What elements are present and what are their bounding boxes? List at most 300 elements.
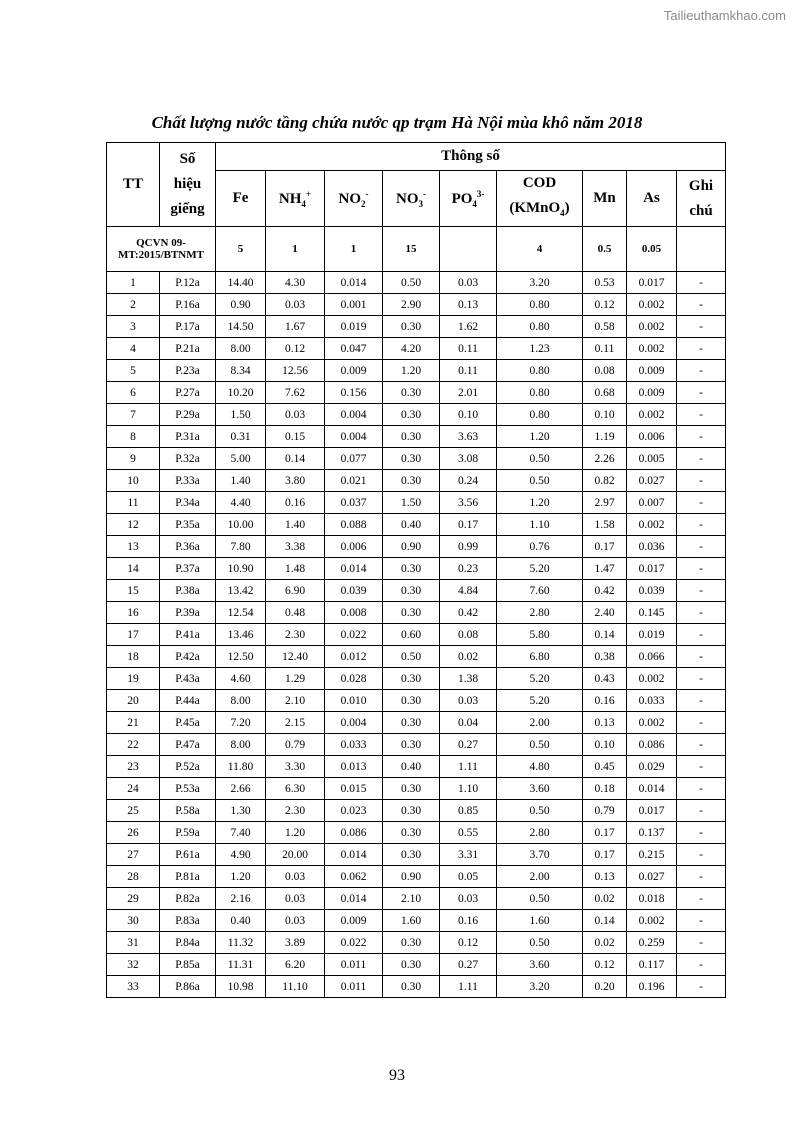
cell-note: - [677, 338, 726, 360]
cell-cod: 3.20 [497, 976, 583, 998]
cell-mn: 0.18 [583, 778, 627, 800]
cell-tt: 24 [107, 778, 160, 800]
cell-tt: 16 [107, 602, 160, 624]
cell-tt: 10 [107, 470, 160, 492]
cell-well-id: P.81a [160, 866, 216, 888]
cell-nh4: 0.15 [266, 426, 325, 448]
cell-tt: 18 [107, 646, 160, 668]
cell-cod: 2.80 [497, 822, 583, 844]
cell-po4: 0.85 [440, 800, 497, 822]
cell-as: 0.002 [627, 316, 677, 338]
cell-mn: 1.19 [583, 426, 627, 448]
standard-label-line1: QCVN 09- [136, 237, 186, 249]
cell-tt: 30 [107, 910, 160, 932]
cell-no2: 0.011 [325, 954, 383, 976]
cell-as: 0.002 [627, 668, 677, 690]
cell-no3: 0.30 [383, 778, 440, 800]
cell-cod: 4.80 [497, 756, 583, 778]
cell-well-id: P.35a [160, 514, 216, 536]
cell-no2: 0.008 [325, 602, 383, 624]
cell-no2: 0.009 [325, 910, 383, 932]
cell-tt: 5 [107, 360, 160, 382]
cell-note: - [677, 514, 726, 536]
cell-nh4: 1.20 [266, 822, 325, 844]
table-row [107, 976, 726, 998]
cell-well-id: P.43a [160, 668, 216, 690]
cell-mn: 0.42 [583, 580, 627, 602]
cell-well-id: P.45a [160, 712, 216, 734]
cell-po4: 0.04 [440, 712, 497, 734]
standard-note [677, 227, 726, 272]
cell-note: - [677, 822, 726, 844]
header-no3-sub: 3 [418, 198, 423, 209]
cell-cod: 3.60 [497, 778, 583, 800]
cell-po4: 3.56 [440, 492, 497, 514]
cell-tt: 26 [107, 822, 160, 844]
cell-mn: 2.97 [583, 492, 627, 514]
cell-cod: 1.60 [497, 910, 583, 932]
cell-cod: 0.50 [497, 932, 583, 954]
table-row [107, 778, 726, 800]
cell-tt: 17 [107, 624, 160, 646]
cell-no3: 0.50 [383, 272, 440, 294]
cell-mn: 0.79 [583, 800, 627, 822]
header-cod-line1: COD [522, 175, 557, 191]
cell-mn: 0.12 [583, 294, 627, 316]
cell-tt: 29 [107, 888, 160, 910]
cell-po4: 0.23 [440, 558, 497, 580]
cell-no3: 0.30 [383, 954, 440, 976]
cell-fe: 7.20 [216, 712, 266, 734]
cell-cod: 0.50 [497, 470, 583, 492]
cell-no3: 1.20 [383, 360, 440, 382]
cell-no3: 0.30 [383, 426, 440, 448]
cell-note: - [677, 602, 726, 624]
watermark: Tailieuthamkhao.com [663, 8, 786, 23]
cell-mn: 0.13 [583, 712, 627, 734]
cell-cod: 2.80 [497, 602, 583, 624]
cell-mn: 0.10 [583, 734, 627, 756]
cell-note: - [677, 646, 726, 668]
cell-mn: 2.40 [583, 602, 627, 624]
cell-fe: 4.60 [216, 668, 266, 690]
cell-nh4: 4.30 [266, 272, 325, 294]
cell-po4: 0.12 [440, 932, 497, 954]
header-ghi-chu [677, 171, 726, 227]
cell-po4: 2.01 [440, 382, 497, 404]
cell-no3: 2.90 [383, 294, 440, 316]
cell-po4: 0.03 [440, 690, 497, 712]
cell-note: - [677, 470, 726, 492]
header-no2 [325, 171, 383, 227]
cell-nh4: 0.79 [266, 734, 325, 756]
cell-mn: 0.10 [583, 404, 627, 426]
cell-note: - [677, 888, 726, 910]
cell-nh4: 11.10 [266, 976, 325, 998]
cell-no3: 0.30 [383, 712, 440, 734]
cell-as: 0.196 [627, 976, 677, 998]
cell-nh4: 7.62 [266, 382, 325, 404]
header-thong-so: Thông số [216, 143, 726, 171]
cell-cod: 0.50 [497, 448, 583, 470]
cell-nh4: 0.03 [266, 866, 325, 888]
cell-mn: 0.20 [583, 976, 627, 998]
cell-nh4: 0.03 [266, 404, 325, 426]
cell-as: 0.009 [627, 360, 677, 382]
cell-as: 0.017 [627, 558, 677, 580]
table-row [107, 382, 726, 404]
cell-tt: 19 [107, 668, 160, 690]
cell-well-id: P.41a [160, 624, 216, 646]
cell-note: - [677, 580, 726, 602]
header-so-hieu-gieng [160, 143, 216, 227]
cell-as: 0.036 [627, 536, 677, 558]
cell-as: 0.029 [627, 756, 677, 778]
cell-nh4: 3.89 [266, 932, 325, 954]
cell-nh4: 1.29 [266, 668, 325, 690]
cell-well-id: P.82a [160, 888, 216, 910]
cell-cod: 0.50 [497, 888, 583, 910]
cell-no3: 4.20 [383, 338, 440, 360]
cell-no2: 0.011 [325, 976, 383, 998]
cell-fe: 12.50 [216, 646, 266, 668]
cell-nh4: 0.12 [266, 338, 325, 360]
cell-mn: 2.26 [583, 448, 627, 470]
cell-mn: 0.12 [583, 954, 627, 976]
cell-well-id: P.53a [160, 778, 216, 800]
cell-mn: 0.45 [583, 756, 627, 778]
cell-fe: 8.00 [216, 338, 266, 360]
cell-no2: 0.088 [325, 514, 383, 536]
cell-as: 0.066 [627, 646, 677, 668]
cell-tt: 14 [107, 558, 160, 580]
cell-cod: 0.80 [497, 360, 583, 382]
table-row [107, 514, 726, 536]
header-no2-sub: 2 [361, 198, 366, 209]
cell-note: - [677, 316, 726, 338]
table-row [107, 756, 726, 778]
cell-fe: 11.80 [216, 756, 266, 778]
header-cod-line2-a: (KMnO [509, 200, 561, 216]
cell-no2: 0.006 [325, 536, 383, 558]
cell-nh4: 0.14 [266, 448, 325, 470]
cell-cod: 1.20 [497, 426, 583, 448]
cell-cod: 3.20 [497, 272, 583, 294]
cell-note: - [677, 382, 726, 404]
header-so-hieu-line2: hiệu [173, 176, 202, 192]
cell-note: - [677, 690, 726, 712]
cell-well-id: P.44a [160, 690, 216, 712]
header-so-hieu-line1: Số [179, 151, 196, 167]
cell-tt: 12 [107, 514, 160, 536]
cell-no3: 2.10 [383, 888, 440, 910]
cell-note: - [677, 712, 726, 734]
cell-nh4: 0.16 [266, 492, 325, 514]
cell-note: - [677, 756, 726, 778]
standard-no3: 15 [383, 227, 440, 272]
cell-cod: 0.80 [497, 294, 583, 316]
table-row [107, 624, 726, 646]
table-row [107, 580, 726, 602]
cell-po4: 4.84 [440, 580, 497, 602]
table-row [107, 536, 726, 558]
cell-no3: 0.50 [383, 646, 440, 668]
cell-note: - [677, 448, 726, 470]
table-row [107, 316, 726, 338]
cell-no3: 1.50 [383, 492, 440, 514]
cell-well-id: P.59a [160, 822, 216, 844]
cell-tt: 13 [107, 536, 160, 558]
header-cod [497, 171, 583, 227]
cell-no2: 0.009 [325, 360, 383, 382]
header-so-hieu-line3: giếng [170, 201, 205, 217]
cell-fe: 7.80 [216, 536, 266, 558]
cell-note: - [677, 624, 726, 646]
cell-po4: 0.05 [440, 866, 497, 888]
cell-nh4: 1.67 [266, 316, 325, 338]
header-nh4-base: NH [278, 190, 302, 207]
cell-note: - [677, 778, 726, 800]
cell-no2: 0.156 [325, 382, 383, 404]
header-po4-sub: 4 [472, 198, 477, 209]
cell-no2: 0.022 [325, 624, 383, 646]
cell-cod: 1.23 [497, 338, 583, 360]
cell-cod: 5.20 [497, 668, 583, 690]
cell-well-id: P.21a [160, 338, 216, 360]
table-row [107, 954, 726, 976]
cell-mn: 0.02 [583, 888, 627, 910]
cell-mn: 0.38 [583, 646, 627, 668]
standard-no2: 1 [325, 227, 383, 272]
cell-well-id: P.36a [160, 536, 216, 558]
cell-mn: 0.16 [583, 690, 627, 712]
cell-as: 0.033 [627, 690, 677, 712]
standard-mn: 0.5 [583, 227, 627, 272]
cell-as: 0.145 [627, 602, 677, 624]
cell-mn: 0.08 [583, 360, 627, 382]
table-row [107, 602, 726, 624]
header-po4 [440, 171, 497, 227]
cell-note: - [677, 844, 726, 866]
table-row [107, 470, 726, 492]
cell-no3: 0.30 [383, 602, 440, 624]
header-as: As [627, 171, 677, 227]
cell-fe: 0.31 [216, 426, 266, 448]
cell-fe: 2.66 [216, 778, 266, 800]
header-cod-line2 [497, 196, 582, 226]
cell-cod: 0.80 [497, 382, 583, 404]
cell-no3: 0.30 [383, 822, 440, 844]
cell-no2: 0.022 [325, 932, 383, 954]
cell-nh4: 3.30 [266, 756, 325, 778]
cell-no2: 0.014 [325, 888, 383, 910]
header-tt: TT [107, 143, 160, 227]
cell-po4: 3.63 [440, 426, 497, 448]
cell-fe: 7.40 [216, 822, 266, 844]
table-row [107, 844, 726, 866]
cell-no3: 0.30 [383, 734, 440, 756]
cell-po4: 0.03 [440, 888, 497, 910]
cell-fe: 11.31 [216, 954, 266, 976]
header-ghi-line2: chú [689, 202, 713, 219]
table-row [107, 404, 726, 426]
cell-nh4: 12.56 [266, 360, 325, 382]
cell-tt: 32 [107, 954, 160, 976]
cell-fe: 10.90 [216, 558, 266, 580]
cell-cod: 0.50 [497, 800, 583, 822]
cell-po4: 0.08 [440, 624, 497, 646]
header-no2-sup: - [365, 188, 369, 199]
table-row [107, 712, 726, 734]
cell-cod: 5.20 [497, 690, 583, 712]
cell-as: 0.006 [627, 426, 677, 448]
cell-note: - [677, 800, 726, 822]
header-cod-line2-sub: 4 [560, 208, 565, 218]
cell-well-id: P.42a [160, 646, 216, 668]
cell-well-id: P.58a [160, 800, 216, 822]
cell-mn: 0.17 [583, 822, 627, 844]
cell-no2: 0.033 [325, 734, 383, 756]
cell-po4: 0.10 [440, 404, 497, 426]
cell-note: - [677, 866, 726, 888]
cell-as: 0.005 [627, 448, 677, 470]
cell-nh4: 1.40 [266, 514, 325, 536]
cell-mn: 0.11 [583, 338, 627, 360]
header-nh4-sub: 4 [301, 198, 306, 209]
cell-no3: 0.90 [383, 866, 440, 888]
cell-no2: 0.021 [325, 470, 383, 492]
cell-nh4: 6.90 [266, 580, 325, 602]
cell-no3: 0.40 [383, 756, 440, 778]
header-po4-base: PO [451, 190, 473, 207]
cell-as: 0.018 [627, 888, 677, 910]
cell-tt: 11 [107, 492, 160, 514]
standard-label [107, 227, 216, 272]
cell-no3: 0.40 [383, 514, 440, 536]
cell-as: 0.002 [627, 712, 677, 734]
standard-label-line2: MT:2015/BTNMT [118, 249, 204, 261]
table-title: Chất lượng nước tầng chứa nước qp trạm Hà Nội mùa khô năm 2018 [151, 113, 643, 132]
cell-as: 0.017 [627, 272, 677, 294]
cell-fe: 14.50 [216, 316, 266, 338]
cell-tt: 7 [107, 404, 160, 426]
page-number: 93 [389, 1067, 405, 1084]
cell-fe: 4.90 [216, 844, 266, 866]
header-cod-line2-b: ) [564, 200, 570, 216]
cell-no2: 0.047 [325, 338, 383, 360]
cell-well-id: P.16a [160, 294, 216, 316]
cell-nh4: 3.38 [266, 536, 325, 558]
cell-as: 0.002 [627, 910, 677, 932]
cell-no3: 0.30 [383, 580, 440, 602]
cell-mn: 0.02 [583, 932, 627, 954]
cell-well-id: P.31a [160, 426, 216, 448]
cell-no2: 0.010 [325, 690, 383, 712]
table-row [107, 646, 726, 668]
cell-as: 0.014 [627, 778, 677, 800]
cell-no3: 0.30 [383, 690, 440, 712]
cell-nh4: 6.30 [266, 778, 325, 800]
table-row [107, 272, 726, 294]
cell-tt: 25 [107, 800, 160, 822]
cell-cod: 0.76 [497, 536, 583, 558]
cell-fe: 0.90 [216, 294, 266, 316]
cell-no2: 0.028 [325, 668, 383, 690]
cell-tt: 33 [107, 976, 160, 998]
cell-cod: 5.20 [497, 558, 583, 580]
cell-po4: 0.42 [440, 602, 497, 624]
cell-no2: 0.004 [325, 426, 383, 448]
cell-po4: 1.11 [440, 976, 497, 998]
cell-fe: 1.20 [216, 866, 266, 888]
cell-fe: 12.54 [216, 602, 266, 624]
cell-no3: 0.30 [383, 668, 440, 690]
cell-no3: 0.30 [383, 800, 440, 822]
cell-tt: 4 [107, 338, 160, 360]
cell-cod: 2.00 [497, 712, 583, 734]
cell-nh4: 0.03 [266, 888, 325, 910]
cell-po4: 0.11 [440, 360, 497, 382]
cell-cod: 7.60 [497, 580, 583, 602]
table-row [107, 910, 726, 932]
cell-note: - [677, 426, 726, 448]
cell-mn: 0.17 [583, 844, 627, 866]
cell-no2: 0.039 [325, 580, 383, 602]
cell-fe: 13.46 [216, 624, 266, 646]
cell-well-id: P.29a [160, 404, 216, 426]
cell-note: - [677, 558, 726, 580]
cell-as: 0.027 [627, 866, 677, 888]
cell-tt: 3 [107, 316, 160, 338]
cell-well-id: P.37a [160, 558, 216, 580]
cell-as: 0.002 [627, 404, 677, 426]
cell-mn: 0.14 [583, 624, 627, 646]
cell-mn: 1.47 [583, 558, 627, 580]
header-no3 [383, 171, 440, 227]
cell-tt: 31 [107, 932, 160, 954]
cell-nh4: 2.30 [266, 624, 325, 646]
cell-tt: 2 [107, 294, 160, 316]
cell-no2: 0.077 [325, 448, 383, 470]
cell-tt: 8 [107, 426, 160, 448]
header-mn: Mn [583, 171, 627, 227]
header-po4-sup: 3- [476, 188, 485, 199]
standard-cod: 4 [497, 227, 583, 272]
table-row [107, 426, 726, 448]
cell-tt: 23 [107, 756, 160, 778]
cell-mn: 0.68 [583, 382, 627, 404]
table-row [107, 734, 726, 756]
cell-note: - [677, 932, 726, 954]
cell-no2: 0.086 [325, 822, 383, 844]
standard-nh4: 1 [266, 227, 325, 272]
cell-as: 0.117 [627, 954, 677, 976]
cell-well-id: P.52a [160, 756, 216, 778]
cell-well-id: P.39a [160, 602, 216, 624]
cell-no2: 0.001 [325, 294, 383, 316]
cell-po4: 1.10 [440, 778, 497, 800]
table-row [107, 294, 726, 316]
cell-well-id: P.85a [160, 954, 216, 976]
cell-cod: 1.10 [497, 514, 583, 536]
cell-fe: 4.40 [216, 492, 266, 514]
cell-as: 0.007 [627, 492, 677, 514]
cell-cod: 0.80 [497, 404, 583, 426]
cell-fe: 0.40 [216, 910, 266, 932]
table-row [107, 338, 726, 360]
cell-fe: 1.40 [216, 470, 266, 492]
standard-as: 0.05 [627, 227, 677, 272]
